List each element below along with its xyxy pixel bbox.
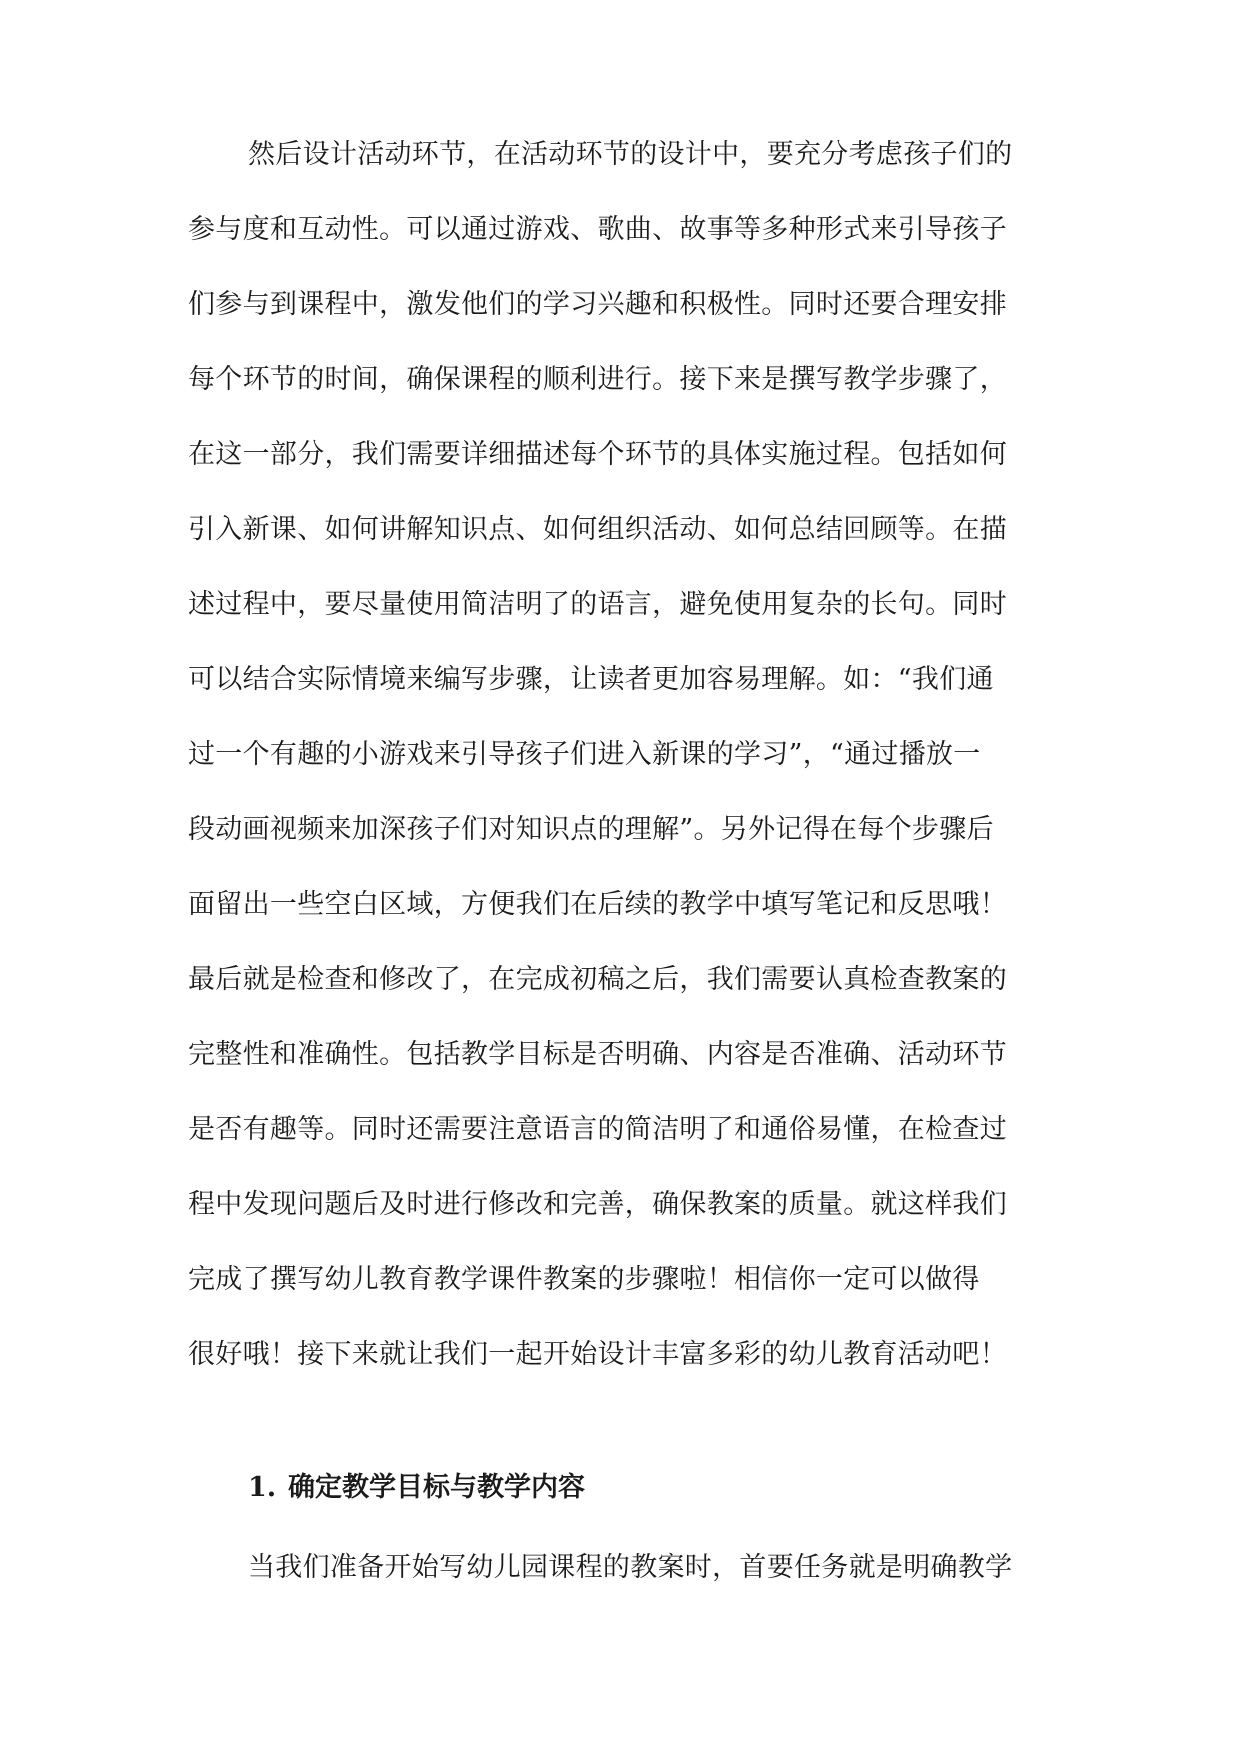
paragraph-line-14: 是否有趣等。同时还需要注意语言的简洁明了和通俗易懂，在检查过 [188,1114,1007,1145]
paragraph-line-7: 述过程中，要尽量使用简洁明了的语言，避免使用复杂的长句。同时 [188,589,1007,620]
paragraph-line-16: 完成了撰写幼儿教育教学课件教案的步骤啦！相信你一定可以做得 [188,1264,980,1295]
paragraph-line-1: 然后设计活动环节，在活动环节的设计中，要充分考虑孩子们的 [248,139,1013,170]
paragraph-line-13: 完整性和准确性。包括教学目标是否明确、内容是否准确、活动环节 [188,1039,1007,1070]
paragraph-line-8: 可以结合实际情境来编写步骤，让读者更加容易理解。如：“我们通 [188,664,994,695]
paragraph-line-12: 最后就是检查和修改了，在完成初稿之后，我们需要认真检查教案的 [188,964,1007,995]
section-number: 1. [248,1472,277,1503]
paragraph-line-3: 们参与到课程中，激发他们的学习兴趣和积极性。同时还要合理安排 [188,289,1007,320]
paragraph-line-2: 参与度和互动性。可以通过游戏、歌曲、故事等多种形式来引导孩子 [188,214,1007,245]
paragraph-line-17: 很好哦！接下来就让我们一起开始设计丰富多彩的幼儿教育活动吧！ [188,1339,1007,1370]
paragraph2-line-1: 当我们准备开始写幼儿园课程的教案时，首要任务就是明确教学 [248,1552,1013,1583]
section-heading [248,1468,1068,1508]
paragraph-line-9: 过一个有趣的小游戏来引导孩子们进入新课的学习”，“通过播放一 [188,739,981,770]
paragraph-line-10: 段动画视频来加深孩子们对知识点的理解”。另外记得在每个步骤后 [188,814,994,845]
paragraph-line-6: 引入新课、如何讲解知识点、如何组织活动、如何总结回顾等。在描 [188,514,1007,545]
paragraph-line-4: 每个环节的时间，确保课程的顺利进行。接下来是撰写教学步骤了， [188,364,1007,395]
paragraph-line-5: 在这一部分，我们需要详细描述每个环节的具体实施过程。包括如何 [188,439,1007,470]
section-title: 确定教学目标与教学内容 [288,1472,585,1503]
paragraph-line-15: 程中发现问题后及时进行修改和完善，确保教案的质量。就这样我们 [188,1189,1007,1220]
paragraph-line-11: 面留出一些空白区域，方便我们在后续的教学中填写笔记和反思哦！ [188,889,1007,920]
